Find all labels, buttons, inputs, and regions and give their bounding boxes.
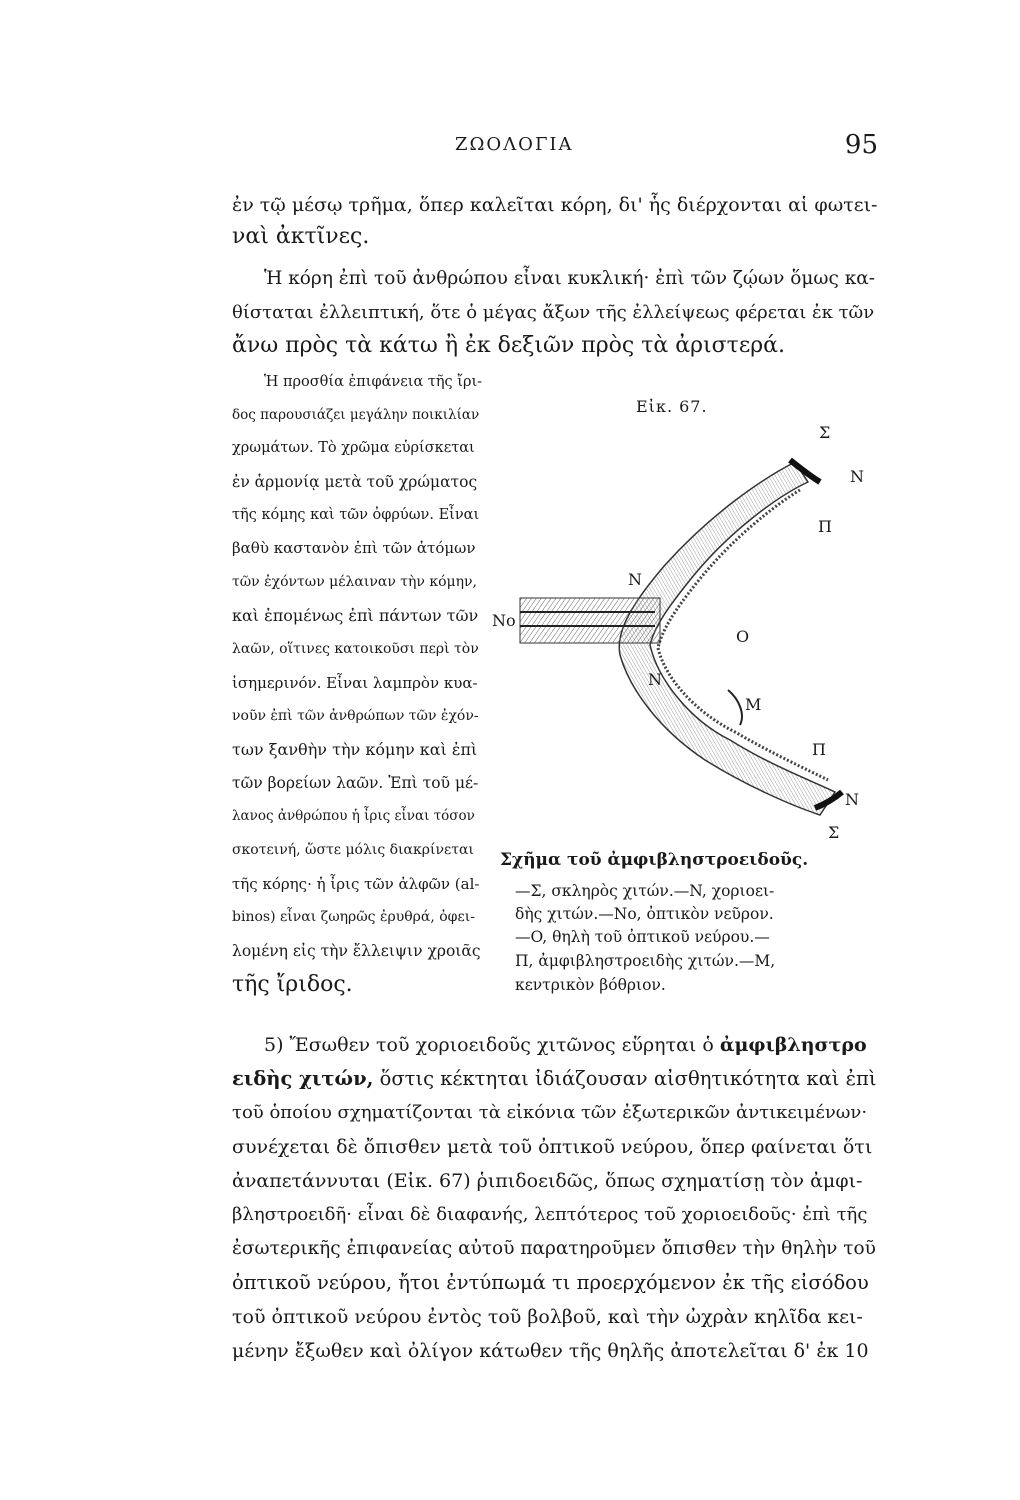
paragraph3-line: σκοτεινή, ὥστε μόλις διακρίνεται bbox=[232, 842, 474, 858]
fovea-bump bbox=[728, 690, 742, 725]
figure-caption-line: δὴς χιτών.—No, ὀπτικὸν νεῦρον. bbox=[515, 905, 774, 923]
paragraph4-line: συνέχεται δὲ ὄπισθεν μετὰ τοῦ ὀπτικοῦ νεύρου, ὅπερ φαίνεται ὅτι bbox=[232, 1136, 873, 1158]
marker-pi-top: Π bbox=[818, 517, 832, 536]
paragraph2-line: ἄνω πρὸς τὰ κάτω ἢ ἐκ δεξιῶν πρὸς τὰ ἀριστερά. bbox=[232, 333, 786, 358]
paragraph4-second-rest: ὅστις κέκτηται ἰδιάζουσαν αἰσθητικότητα καὶ ἐπὶ bbox=[373, 1067, 877, 1090]
paragraph3-line: τῆς κόρης· ἡ ἶρις τῶν ἀλφῶν (al- bbox=[232, 875, 480, 893]
term-retina-part2: ειδὴς χιτών, bbox=[232, 1067, 374, 1090]
paragraph3-line: καὶ ἑπομένως ἐπὶ πάντων τῶν bbox=[232, 606, 479, 625]
running-title: ΖΩΟΛΟΓΙΑ bbox=[455, 134, 574, 155]
marker-optic-disc: O bbox=[736, 627, 750, 646]
figure-caption-line: Π, ἀμφιβληστροειδὴς χιτών.—M, bbox=[515, 952, 776, 970]
paragraph3-line: τῶν ἐχόντων μέλαιναν τὴν κόμην, bbox=[232, 574, 477, 590]
paragraph4-first-line bbox=[232, 1030, 877, 1060]
page-header bbox=[0, 130, 1020, 170]
figure-caption-line: —Σ, σκληρὸς χιτών.—N, χοριοει- bbox=[515, 882, 775, 900]
paragraph3-line: τῶν βορείων λαῶν. Ἐπὶ τοῦ μέ- bbox=[232, 774, 479, 792]
paragraph4-line: τοῦ ὁποίου σχηματίζονται τὰ εἰκόνια τῶν ἐξωτερικῶν ἀντικειμένων· bbox=[232, 1102, 868, 1123]
figure-caption-line: —O, θηλὴ τοῦ ὀπτικοῦ νεύρου.— bbox=[515, 928, 770, 946]
marker-optic-nerve: No bbox=[492, 611, 516, 630]
paragraph4-line: ἐσωτερικῆς ἐπιφανείας αὐτοῦ παρατηροῦμεν ὄπισθεν τὴν θηλὴν τοῦ bbox=[232, 1238, 876, 1259]
paragraph3-line: νοῦν ἐπὶ τῶν ἀνθρώπων τῶν ἐχόν- bbox=[232, 708, 479, 724]
figure-caption-line: κεντρικὸν βόθριον. bbox=[515, 976, 666, 994]
paragraph3-line: δος παρουσιάζει μεγάλην ποικιλίαν bbox=[232, 407, 480, 423]
paragraph3-line: τῆς ἴριδος. bbox=[232, 972, 353, 997]
paragraph3-line: τῆς κόμης καὶ τῶν ὀφρύων. Εἶναι bbox=[232, 507, 480, 523]
paragraph2-line: Ἡ κόρη ἐπὶ τοῦ ἀνθρώπου εἶναι κυκλική· ἐπὶ τῶν ζῴων ὅμως κα- bbox=[264, 268, 876, 289]
paragraph1-line: ἐν τῷ μέσῳ τρῆμα, ὅπερ καλεῖται κόρη, δι' ἧς διέρχονται αἱ φωτει- bbox=[232, 194, 878, 216]
marker-pi-bottom: Π bbox=[812, 740, 826, 759]
paragraph4-line: βληστροειδῆ· εἶναι δὲ διαφανής, λεπτότερος τοῦ χοριοειδοῦς· ἐπὶ τῆς bbox=[232, 1204, 868, 1225]
paragraph3-line: βαθὺ καστανὸν ἐπὶ τῶν ἀτόμων bbox=[232, 539, 476, 557]
paragraph3-line: χρωμάτων. Τὸ χρῶμα εὑρίσκεται bbox=[232, 440, 475, 456]
marker-nu-top: N bbox=[850, 467, 864, 486]
paragraph3-line: των ξανθὴν τὴν κόμην καὶ ἐπὶ bbox=[232, 740, 478, 759]
paragraph4-line: ὀπτικοῦ νεύρου, ἤτοι ἐντύπωμά τι προερχόμενον ἐκ τῆς εἰσόδου bbox=[232, 1271, 869, 1294]
figure-caption-title: Σχῆμα τοῦ ἀμφιβληστροειδοῦς. bbox=[500, 850, 809, 870]
paragraph4-line: μένην ἔξωθεν καὶ ὀλίγον κάτωθεν τῆς θηλῆς ἀποτελεῖται δ' ἐκ 10 bbox=[232, 1340, 869, 1362]
page-number: 95 bbox=[844, 130, 878, 160]
marker-fovea: M bbox=[745, 695, 762, 714]
term-retina-part1: ἀμφιβληστρο bbox=[719, 1034, 867, 1056]
paragraph3-line: λαῶν, οἵτινες κατοικοῦσι περὶ τὸν bbox=[232, 641, 479, 657]
paragraph3-line: binos) εἶναι ζωηρῶς ἐρυθρά, ὀφει- bbox=[232, 909, 475, 925]
marker-nu-mid: N bbox=[628, 570, 642, 589]
marker-sigma-bottom: Σ bbox=[828, 823, 840, 840]
marker-nu-low: N bbox=[648, 670, 662, 689]
paragraph3-line: ἐν ἁρμονίᾳ μετὰ τοῦ χρώματος bbox=[232, 473, 478, 491]
figure-label: Εἰκ. 67. bbox=[636, 397, 708, 416]
paragraph4-second-line bbox=[232, 1064, 877, 1094]
retina-figure bbox=[490, 420, 880, 840]
paragraph3-line: Ἡ προσθία ἐπιφάνεια τῆς ἴρι- bbox=[264, 374, 483, 390]
paragraph1-line: ναὶ ἀκτῖνες. bbox=[232, 224, 370, 249]
paragraph4-line: ἀναπετάννυται (Εἰκ. 67) ῥιπιδοειδῶς, ὅπως σχηματίσῃ τὸν ἀμφι- bbox=[232, 1170, 863, 1192]
paragraph4-lead: 5) Ἔσωθεν τοῦ χοριοειδοῦς χιτῶνος εὕρηται ὁ bbox=[264, 1034, 720, 1056]
paragraph3-line: λομένη εἰς τὴν ἔλλειψιν χροιᾶς bbox=[232, 942, 481, 960]
optic-nerve bbox=[520, 598, 660, 643]
paragraph3-line: λανος ἀνθρώπου ἡ ἶρις εἶναι τόσον bbox=[232, 808, 475, 824]
paragraph3-line: ἰσημερινόν. Εἶναι λαμπρὸν κυα- bbox=[232, 674, 478, 692]
paragraph4-line: τοῦ ὀπτικοῦ νεύρου ἐντὸς τοῦ βολβοῦ, καὶ τὴν ὠχρὰν κηλῖδα κει- bbox=[232, 1306, 863, 1328]
marker-nu-bottom: N bbox=[845, 790, 859, 809]
marker-sigma-top: Σ bbox=[819, 423, 831, 442]
paragraph2-line: θίσταται ἐλλειπτική, ὅτε ὁ μέγας ἄξων τῆς ἐλλείψεως φέρεται ἐκ τῶν bbox=[232, 302, 875, 323]
